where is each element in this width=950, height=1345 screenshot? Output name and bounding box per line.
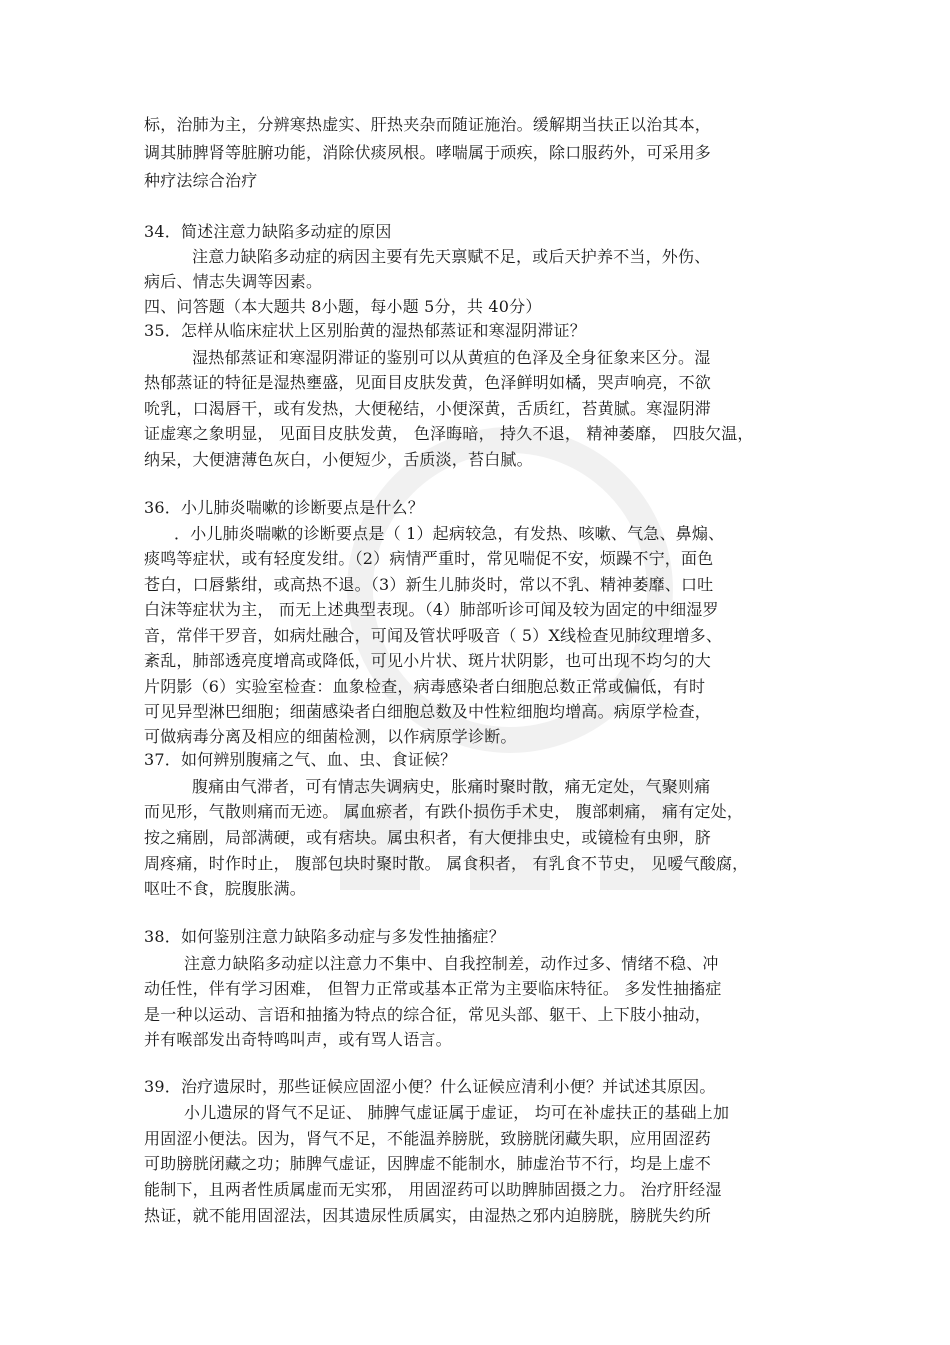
text-line: 按之痛剧，局部满硬，或有痞块。属虫积者，有大便排虫史，或镜检有虫卵，脐 (144, 828, 712, 847)
text-line: 纳呆，大便溏薄色灰白，小便短少，舌质淡，苔白腻。 (144, 450, 533, 469)
text-line: 可助膀胱闭藏之功；肺脾气虚证，因脾虚不能制水，肺虚治节不行，均是上虚不 (144, 1154, 712, 1173)
text-line: 种疗法综合治疗 (144, 171, 258, 190)
text-line: 湿热郁蒸证和寒湿阴滞证的鉴别可以从黄疸的色泽及全身征象来区分。湿 (192, 348, 711, 367)
text-line: 证虚寒之象明显， 见面目皮肤发黄， 色泽晦暗， 持久不退， 精神萎靡， 四肢欠温， (144, 424, 754, 443)
text-line: 而见形，气散则痛而无迹。 属血瘀者，有跌仆损伤手术史， 腹部刺痛， 痛有定处， (144, 802, 744, 821)
text-line: 吮乳，口渴唇干，或有发热，大便秘结，小便深黄，舌质红，苔黄腻。寒湿阴滞 (144, 399, 712, 418)
text-line: 调其肺脾肾等脏腑功能，消除伏痰夙根。哮喘属于顽疾，除口服药外，可采用多 (144, 143, 712, 162)
text-line: 并有喉部发出奇特鸣叫声，或有骂人语言。 (144, 1030, 452, 1049)
text-line: 可见异型淋巴细胞；细菌感染者白细胞总数及中性粒细胞均增高。病原学检查， (144, 702, 712, 721)
text-line: 腹痛由气滞者，可有情志失调病史，胀痛时聚时散，痛无定处，气聚则痛 (192, 777, 711, 796)
question-heading: 37．如何辨别腹痛之气、血、虫、食证候？ (144, 750, 457, 769)
text-line: 周疼痛，时作时止， 腹部包块时聚时散。 属食积者， 有乳食不节史， 见嗳气酸腐， (144, 854, 749, 873)
question-heading: 39．治疗遗尿时，那些证候应固涩小便？什么证候应清利小便？并试述其原因。 (144, 1077, 716, 1096)
question-heading: 36．小儿肺炎喘嗽的诊断要点是什么？ (144, 498, 424, 517)
text-line: 热证，就不能用固涩法，因其遗尿性质属实，由湿热之邪内迫膀胱，膀胱失约所 (144, 1206, 712, 1225)
text-line: 小儿遗尿的肾气不足证、 肺脾气虚证属于虚证， 均可在补虚扶正的基础上加 (184, 1103, 730, 1122)
text-line: 痰鸣等症状，或有轻度发绀。（2）病情严重时，常见喘促不安，烦躁不宁，面色 (144, 549, 714, 568)
text-line: 标，治肺为主，分辨寒热虚实、肝热夹杂而随证施治。缓解期当扶正以治其本， (144, 115, 712, 134)
text-line: 紊乱，肺部透亮度增高或降低，可见小片状、斑片状阴影，也可出现不均匀的大 (144, 651, 712, 670)
question-heading: 35．怎样从临床症状上区别胎黄的湿热郁蒸证和寒湿阴滞证？ (144, 321, 586, 340)
text-line: 热郁蒸证的特征是湿热壅盛，见面目皮肤发黄，色泽鲜明如橘，哭声响亮，不欲 (144, 373, 712, 392)
text-line: 苍白，口唇紫绀，或高热不退。（3）新生儿肺炎时，常以不乳、精神萎靡、口吐 (144, 575, 714, 594)
question-heading: 38．如何鉴别注意力缺陷多动症与多发性抽搐症？ (144, 927, 505, 946)
text-line: 病后、情志失调等因素。 (144, 272, 323, 291)
section-heading: 四、问答题（本大题共 8小题，每小题 5分，共 40分） (144, 297, 542, 316)
text-line: 呕吐不食，脘腹胀满。 (144, 879, 307, 898)
text-line: 注意力缺陷多动症以注意力不集中、自我控制差，动作过多、情绪不稳、冲 (184, 954, 719, 973)
question-heading: 34．简述注意力缺陷多动症的原因 (144, 222, 392, 241)
text-line: 动任性，伴有学习困难， 但智力正常或基本正常为主要临床特征。 多发性抽搐症 (144, 979, 722, 998)
text-line: 音，常伴干罗音，如病灶融合，可闻及管状呼吸音（ 5）X线检查见肺纹理增多、 (144, 626, 723, 645)
text-line: 片阴影（6）实验室检查：血象检查，病毒感染者白细胞总数正常或偏低，有时 (144, 677, 706, 696)
text-line: 白沫等症状为主， 而无上述典型表现。（4）肺部听诊可闻及较为固定的中细湿罗 (144, 600, 719, 619)
text-line: ．小儿肺炎喘嗽的诊断要点是（ 1）起病较急，有发热、咳嗽、气急、鼻煽、 (174, 524, 725, 543)
text-line: 注意力缺陷多动症的病因主要有先天禀赋不足，或后天护养不当，外伤、 (192, 247, 711, 266)
text-line: 可做病毒分离及相应的细菌检测，以作病原学诊断。 (144, 727, 517, 746)
text-line: 是一种以运动、言语和抽搐为特点的综合征，常见头部、躯干、上下肢小抽动， (144, 1005, 712, 1024)
text-line: 能制下，且两者性质属虚而无实邪， 用固涩药可以助脾肺固摄之力。 治疗肝经湿 (144, 1180, 722, 1199)
text-line: 用固涩小便法。因为，肾气不足，不能温养膀胱，致膀胱闭藏失职，应用固涩药 (144, 1129, 712, 1148)
